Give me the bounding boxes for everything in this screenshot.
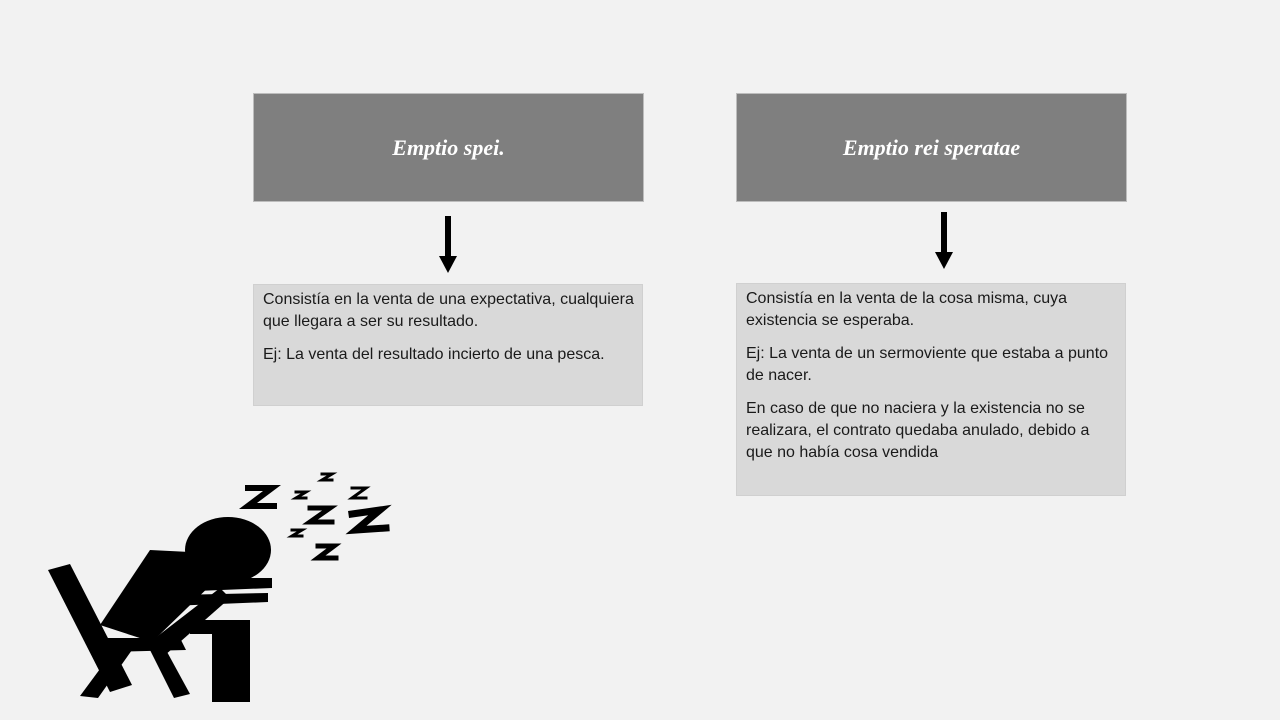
emptio-rei-speratae-header — [736, 93, 1127, 202]
down-arrow-icon — [933, 212, 955, 270]
consequence-paragraph: En caso de que no naciera y la existencia no se realizara, el contrato quedaba anulado, debido a que no había cosa vendida — [746, 400, 1090, 461]
description-paragraph: Consistía en la venta de una expectativa, cualquiera que llegara a ser su resultado. — [263, 291, 634, 330]
emptio-rei-speratae-description — [736, 283, 1126, 496]
example-paragraph: Ej: La venta de un sermoviente que estaba a punto de nacer. — [746, 345, 1109, 384]
down-arrow-icon — [437, 216, 459, 274]
emptio-spei-title: Emptio spei. — [392, 134, 505, 160]
description-paragraph: Consistía en la venta de la cosa misma, cuya existencia se esperaba. — [746, 290, 1068, 329]
emptio-rei-speratae-title: Emptio rei speratae — [842, 134, 1021, 160]
example-paragraph: Ej: La venta del resultado incierto de una pesca. — [263, 346, 605, 363]
sleeping-person-icon — [40, 460, 400, 710]
emptio-spei-description — [253, 284, 643, 406]
emptio-spei-header — [253, 93, 644, 202]
